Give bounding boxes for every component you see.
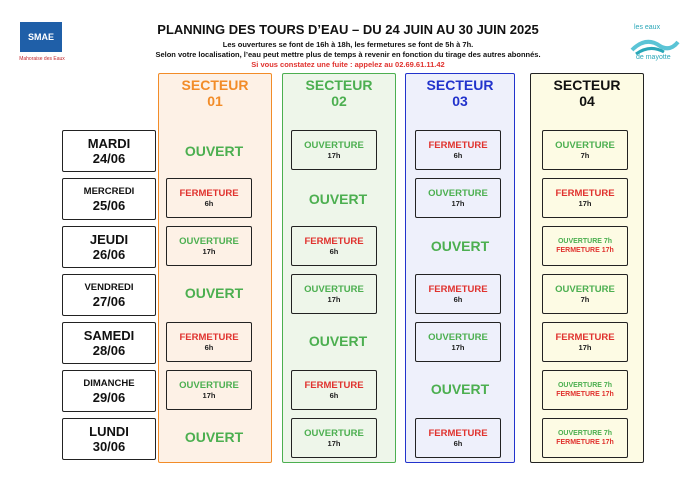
s04-jeudi-cell: OUVERTURE 7h FERMETURE 17h	[542, 226, 628, 266]
s03-mercredi-cell: OUVERTURE 17h	[415, 178, 501, 218]
eaux-de-mayotte-logo	[626, 22, 684, 66]
day-samedi: SAMEDI 28/06	[62, 322, 156, 364]
s02-jeudi-cell: FERMETURE 6h	[291, 226, 377, 266]
day-mardi: MARDI 24/06	[62, 130, 156, 172]
leak-phone-note: Si vous constatez une fuite : appelez au 02.69.61.11.42	[251, 60, 445, 69]
day-vendredi: VENDREDI 27/06	[62, 274, 156, 316]
s02-lundi-cell: OUVERTURE 17h	[291, 418, 377, 458]
s01-vendredi-open: OUVERT	[184, 285, 244, 301]
smae-logo-subtitle: Mahoraise des Eaux	[19, 56, 65, 62]
s03-vendredi-cell: FERMETURE 6h	[415, 274, 501, 314]
s01-lundi-open: OUVERT	[184, 429, 244, 445]
s01-dimanche-cell: OUVERTURE 17h	[166, 370, 252, 410]
s03-dimanche-open: OUVERT	[430, 381, 490, 397]
s03-jeudi-open: OUVERT	[430, 238, 490, 254]
s03-samedi-cell: OUVERTURE 17h	[415, 322, 501, 362]
s01-mardi-open: OUVERT	[184, 143, 244, 159]
s04-vendredi-cell: OUVERTURE 7h	[542, 274, 628, 314]
day-lundi: LUNDI 30/06	[62, 418, 156, 460]
s04-dimanche-cell: OUVERTURE 7h FERMETURE 17h	[542, 370, 628, 410]
s02-samedi-open: OUVERT	[308, 333, 368, 349]
sector-01-header: SECTEUR 01	[181, 77, 249, 109]
s04-samedi-cell: FERMETURE 17h	[542, 322, 628, 362]
s02-mercredi-open: OUVERT	[308, 191, 368, 207]
s04-lundi-cell: OUVERTURE 7h FERMETURE 17h	[542, 418, 628, 458]
s03-mardi-cell: FERMETURE 6h	[415, 130, 501, 170]
logo-right-top-text: les eaux	[634, 24, 661, 31]
day-jeudi: JEUDI 26/06	[62, 226, 156, 268]
s01-mercredi-cell: FERMETURE 6h	[166, 178, 252, 218]
s03-lundi-cell: FERMETURE 6h	[415, 418, 501, 458]
s02-dimanche-cell: FERMETURE 6h	[291, 370, 377, 410]
day-mercredi: MERCREDI 25/06	[62, 178, 156, 220]
s04-mardi-cell: OUVERTURE 7h	[542, 130, 628, 170]
s02-mardi-cell: OUVERTURE 17h	[291, 130, 377, 170]
s02-vendredi-cell: OUVERTURE 17h	[291, 274, 377, 314]
sector-03-header: SECTEUR 03	[426, 77, 494, 109]
localisation-note: Selon votre localisation, l’eau peut mettre plus de temps à revenir en fonction du tirage des autres abonnés.	[155, 50, 541, 59]
s01-samedi-cell: FERMETURE 6h	[166, 322, 252, 362]
s01-jeudi-cell: OUVERTURE 17h	[166, 226, 252, 266]
smae-logo: SMAE	[20, 22, 62, 52]
day-dimanche: DIMANCHE 29/06	[62, 370, 156, 412]
sector-04-header: SECTEUR 04	[553, 77, 621, 109]
s04-mercredi-cell: FERMETURE 17h	[542, 178, 628, 218]
hours-note: Les ouvertures se font de 16h à 18h, les fermetures se font de 5h à 7h.	[222, 40, 474, 49]
page-title: PLANNING DES TOURS D’EAU – DU 24 JUIN AU 30 JUIN 2025	[157, 22, 539, 37]
sector-02-header: SECTEUR 02	[305, 77, 373, 109]
logo-right-bottom-text: de mayotte	[636, 54, 671, 61]
